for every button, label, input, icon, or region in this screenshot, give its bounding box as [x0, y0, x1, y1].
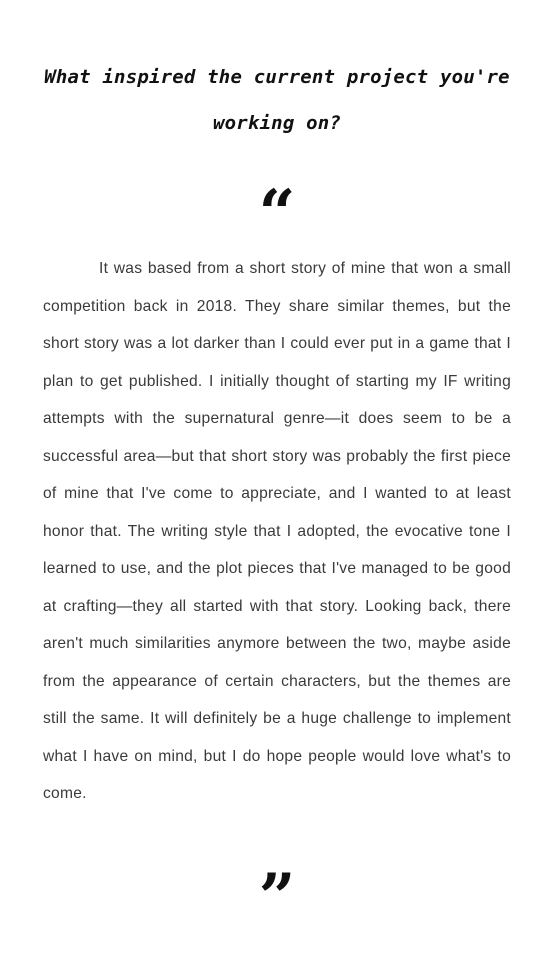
- answer-paragraph: It was based from a short story of mine that won a small competition back in 2018. They share similar themes, but the short story was a lot darker than I could ever put in a game that I plan to get published. I initially thought of starting my IF writing attempts with the supernatural genre—it does seem to be a successful area—but that short story was probably the first piece of mine that I've come to appreciate, and I wanted to at least honor that. The writing style that I adopted, the evocative tone I learned to use, and the plot pieces that I've managed to be good at crafting—they all started with that story. Looking back, there aren't much similarities anymore between the two, maybe aside from the appearance of certain characters, but the themes are still the same. It will definitely be a huge challenge to implement what I have on mind, but I do hope people would love what's to come.: [43, 260, 511, 802]
- question-heading: What inspired the current project you're working on?: [44, 66, 510, 134]
- close-quote-icon: ”: [258, 860, 296, 935]
- open-quote-icon: “: [258, 176, 296, 251]
